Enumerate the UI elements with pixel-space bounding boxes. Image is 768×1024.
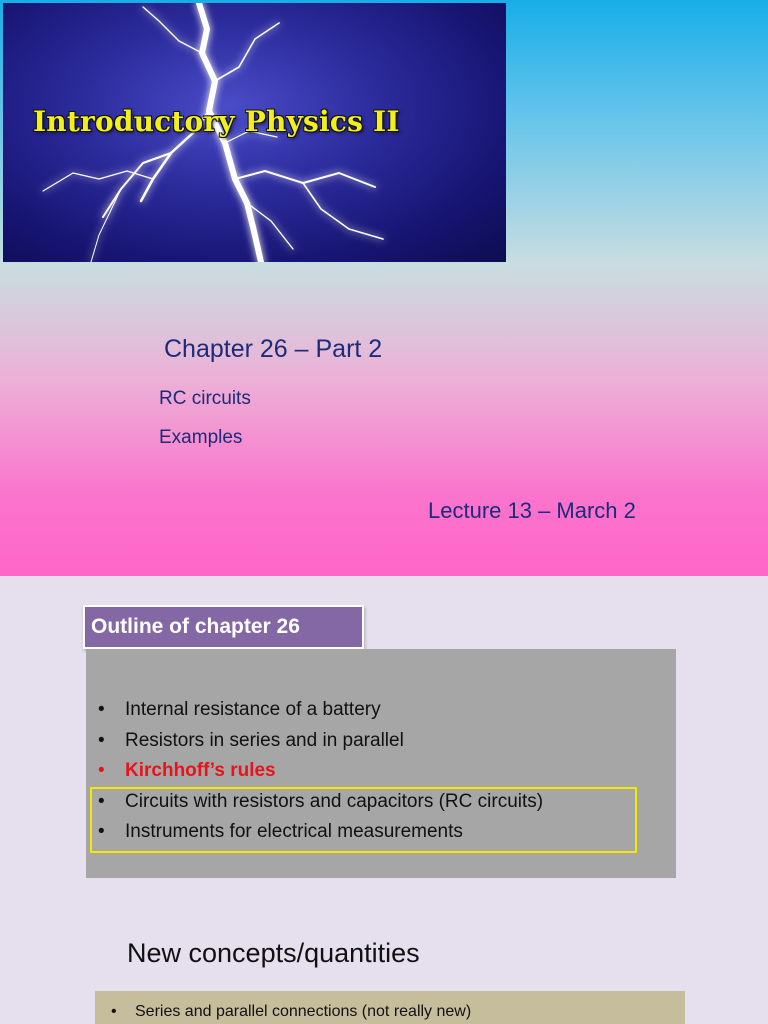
concepts-heading: New concepts/quantities [127,938,420,968]
chapter-title: Chapter 26 – Part 2 [164,335,383,363]
outline-item: • Internal resistance of a battery [98,695,543,726]
topic-rc-circuits: RC circuits [159,388,251,409]
bullet-icon: • [98,760,105,782]
bullet-icon: • [98,729,105,751]
lecture-label: Lecture 13 – March 2 [428,498,636,523]
lightning-banner [3,3,506,262]
outline-slide [0,576,768,1024]
outline-item-kirchhoff: • Kirchhoff’s rules [98,756,543,787]
outline-item: • Circuits with resistors and capacitors (RC circuits) [98,787,543,818]
bullet-icon: • [98,699,105,720]
banner-title: Introductory Physics II [33,105,400,138]
outline-item: • Resistors in series and in parallel [98,726,543,757]
outline-item: • Instruments for electrical measurements [98,817,543,848]
bullet-icon: • [111,1003,117,1020]
concepts-box [95,991,685,1024]
highlight-box [90,787,637,853]
outline-heading: Outline of chapter 26 [83,605,364,649]
bullet-icon: • [98,821,105,843]
concepts-item: • Series and parallel connections (not really new) [111,1003,472,1020]
topic-examples: Examples [159,427,243,448]
bullet-icon: • [98,790,105,812]
